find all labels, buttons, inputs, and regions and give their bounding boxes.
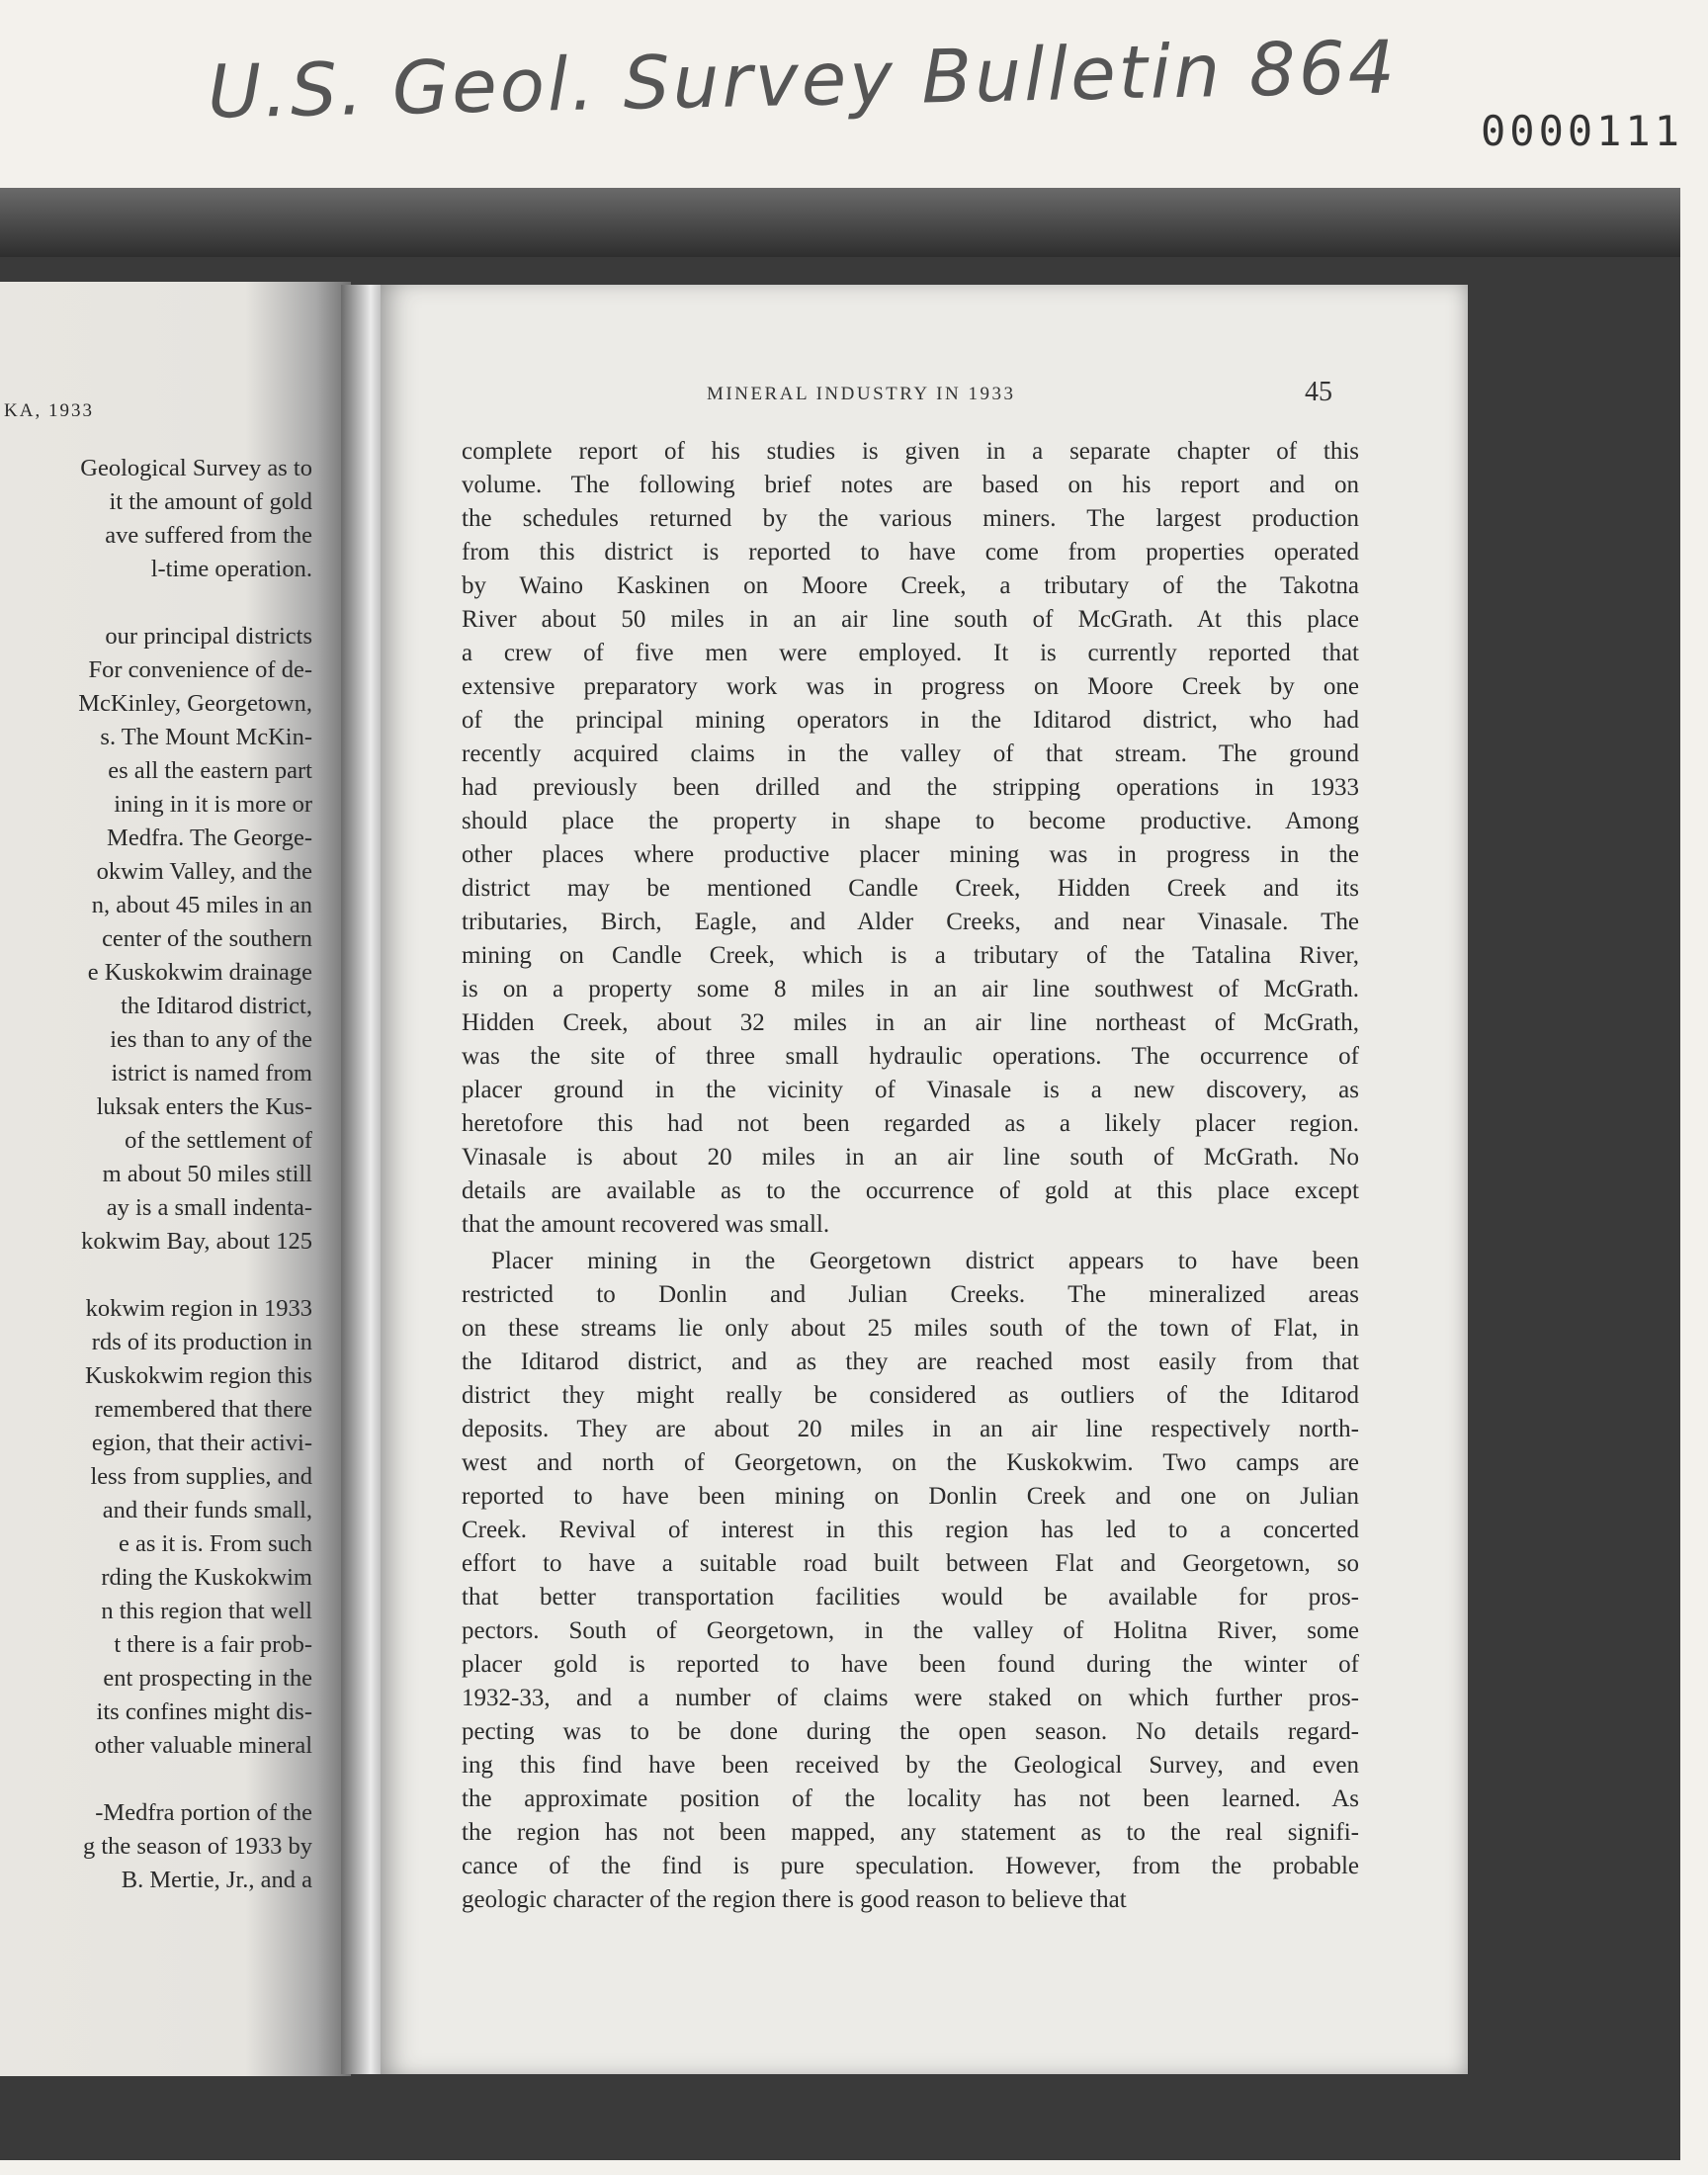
- left-text-line: B. Mertie, Jr., and a: [121, 1867, 312, 1893]
- left-text-line: ave suffered from the: [105, 522, 312, 549]
- left-text-line: e as it is. From such: [119, 1530, 312, 1557]
- left-text-line: ay is a small indenta-: [106, 1194, 312, 1221]
- left-text-line: -Medfra portion of the: [95, 1799, 312, 1826]
- body-text-line: heretofore this had not been regarded as a likely placer region.: [462, 1110, 1359, 1137]
- left-text-line: of the settlement of: [125, 1127, 312, 1154]
- body-text-line: on these streams lie only about 25 miles south of the town of Flat, in: [462, 1315, 1359, 1342]
- body-text-line: cance of the find is pure speculation. However, from the probable: [462, 1853, 1359, 1879]
- document-number: 0000111: [1481, 107, 1684, 155]
- left-text-line: g the season of 1933 by: [82, 1833, 312, 1860]
- left-text-line: the Iditarod district,: [121, 993, 312, 1019]
- left-running-head: KA, 1933: [4, 400, 94, 421]
- body-text-line: placer ground in the vicinity of Vinasale is a new discovery, as: [462, 1077, 1359, 1103]
- body-text-line: recently acquired claims in the valley of that stream. The ground: [462, 740, 1359, 767]
- left-text-line: t there is a fair prob-: [114, 1631, 312, 1658]
- left-text-line: other valuable mineral: [94, 1732, 312, 1759]
- left-text-line: and their funds small,: [102, 1497, 312, 1523]
- body-text-line: extensive preparatory work was in progress on Moore Creek by one: [462, 673, 1359, 700]
- body-text-line: geologic character of the region there is good reason to believe that: [462, 1886, 1127, 1913]
- left-text-line: remembered that there: [94, 1396, 312, 1423]
- body-text-line: pecting was to be done during the open season. No details regard-: [462, 1718, 1359, 1745]
- body-text-line: is on a property some 8 miles in an air line southwest of McGrath.: [462, 976, 1359, 1002]
- left-text-line: center of the southern: [102, 925, 312, 952]
- body-text-line: had previously been drilled and the stripping operations in 1933: [462, 774, 1359, 801]
- body-text-line: details are available as to the occurrence of gold at this place except: [462, 1177, 1359, 1204]
- body-text-line: pectors. South of Georgetown, in the valley of Holitna River, some: [462, 1617, 1359, 1644]
- left-text-line: e Kuskokwim drainage: [87, 959, 312, 986]
- left-text-line: its confines might dis-: [96, 1698, 312, 1725]
- body-text-line: tributaries, Birch, Eagle, and Alder Creeks, and near Vinasale. The: [462, 909, 1359, 935]
- left-text-line: ent prospecting in the: [103, 1665, 312, 1692]
- body-text-line: volume. The following brief notes are based on his report and on: [462, 472, 1359, 498]
- left-text-line: [6, 1763, 312, 1796]
- left-text-line: rds of its production in: [91, 1329, 312, 1355]
- body-text-line: other places where productive placer mining was in progress in the: [462, 841, 1359, 868]
- left-text-line: ining in it is more or: [114, 791, 312, 818]
- left-text-line: it the amount of gold: [109, 488, 312, 515]
- body-text-line: Vinasale is about 20 miles in an air line south of McGrath. No: [462, 1144, 1359, 1171]
- body-text-line: complete report of his studies is given in a separate chapter of this: [462, 438, 1359, 465]
- left-text-line: rding the Kuskokwim: [101, 1564, 312, 1591]
- left-page: [0, 282, 351, 2076]
- body-text-line: that better transportation facilities would be available for pros-: [462, 1584, 1359, 1610]
- body-text-line: restricted to Donlin and Julian Creeks. The mineralized areas: [462, 1281, 1359, 1308]
- body-text-line: Placer mining in the Georgetown district appears to have been: [491, 1248, 1359, 1274]
- left-text-line: our principal districts: [105, 623, 312, 650]
- left-text-line: m about 50 miles still: [102, 1161, 312, 1187]
- body-text-line: effort to have a suitable road built between Flat and Georgetown, so: [462, 1550, 1359, 1577]
- left-text-line: [6, 1259, 312, 1292]
- body-text-line: was the site of three small hydraulic operations. The occurrence of: [462, 1043, 1359, 1070]
- body-text-line: that the amount recovered was small.: [462, 1211, 830, 1238]
- left-text-line: egion, that their activi-: [91, 1430, 312, 1456]
- left-text-line: s. The Mount McKin-: [100, 724, 312, 750]
- left-text-line: okwim Valley, and the: [96, 858, 312, 885]
- left-text-line: es all the eastern part: [108, 757, 312, 784]
- left-text-line: n this region that well: [101, 1598, 312, 1624]
- left-text-line: ies than to any of the: [110, 1026, 312, 1053]
- left-text-line: [6, 586, 312, 620]
- left-text-line: Medfra. The George-: [107, 825, 312, 851]
- left-text-line: n, about 45 miles in an: [91, 892, 312, 918]
- handwritten-annotation: U.S. Geol. Survey Bulletin 864: [207, 25, 1399, 135]
- page-body-text: [462, 435, 1359, 1917]
- body-text-line: west and north of Georgetown, on the Kuskokwim. Two camps are: [462, 1449, 1359, 1476]
- left-text-line: kokwim Bay, about 125: [81, 1228, 312, 1255]
- body-text-line: placer gold is reported to have been found during the winter of: [462, 1651, 1359, 1678]
- body-text-line: should place the property in shape to become productive. Among: [462, 808, 1359, 834]
- left-text-line: For convenience of de-: [88, 656, 312, 683]
- left-text-line: l-time operation.: [150, 556, 312, 582]
- body-text-line: mining on Candle Creek, which is a tributary of the Tatalina River,: [462, 942, 1359, 969]
- body-text-line: the Iditarod district, and as they are reached most easily from that: [462, 1348, 1359, 1375]
- body-text-line: 1932-33, and a number of claims were staked on which further pros-: [462, 1685, 1359, 1711]
- body-text-line: from this district is reported to have come from properties operated: [462, 539, 1359, 566]
- left-text-line: McKinley, Georgetown,: [78, 690, 312, 717]
- left-text-line: kokwim region in 1933: [85, 1295, 312, 1322]
- body-text-line: by Waino Kaskinen on Moore Creek, a tributary of the Takotna: [462, 572, 1359, 599]
- left-text-line: luksak enters the Kus-: [96, 1093, 312, 1120]
- body-text-line: the region has not been mapped, any statement as to the real signifi-: [462, 1819, 1359, 1846]
- body-text-line: of the principal mining operators in the Iditarod district, who had: [462, 707, 1359, 734]
- body-text-line: reported to have been mining on Donlin Creek and one on Julian: [462, 1483, 1359, 1510]
- body-text-line: River about 50 miles in an air line south of McGrath. At this place: [462, 606, 1359, 633]
- body-text-line: the schedules returned by the various miners. The largest production: [462, 505, 1359, 532]
- body-text-line: district they might really be considered as outliers of the Iditarod: [462, 1382, 1359, 1409]
- body-text-line: Hidden Creek, about 32 miles in an air line northeast of McGrath,: [462, 1009, 1359, 1036]
- left-page-text: [6, 452, 312, 1897]
- body-text-line: district may be mentioned Candle Creek, Hidden Creek and its: [462, 875, 1359, 902]
- body-text-line: a crew of five men were employed. It is currently reported that: [462, 640, 1359, 666]
- left-text-line: istrict is named from: [111, 1060, 312, 1087]
- body-text-line: ing this find have been received by the Geological Survey, and even: [462, 1752, 1359, 1779]
- body-text-line: deposits. They are about 20 miles in an air line respectively north-: [462, 1416, 1359, 1442]
- left-text-line: less from supplies, and: [90, 1463, 312, 1490]
- page-number: 45: [1305, 377, 1332, 407]
- body-text-line: the approximate position of the locality has not been learned. As: [462, 1785, 1359, 1812]
- right-page: [381, 285, 1468, 2074]
- body-text-line: Creek. Revival of interest in this region has led to a concerted: [462, 1517, 1359, 1543]
- left-text-line: Geological Survey as to: [80, 455, 312, 481]
- left-text-line: Kuskokwim region this: [84, 1362, 312, 1389]
- running-head: MINERAL INDUSTRY IN 1933: [707, 384, 1016, 404]
